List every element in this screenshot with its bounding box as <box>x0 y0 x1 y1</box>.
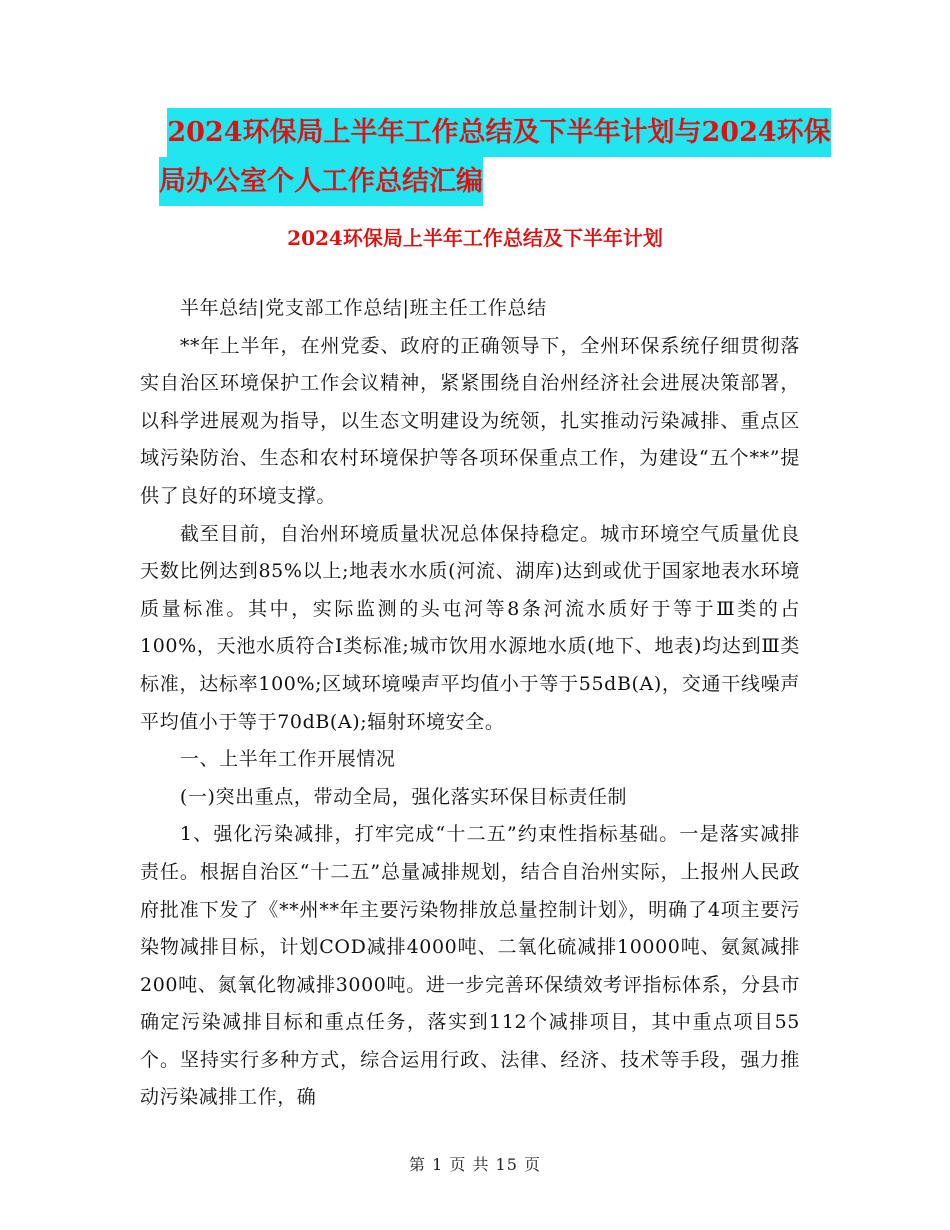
paragraph: 截至目前，自治州环境质量状况总体保持稳定。城市环境空气质量优良天数比例达到85%以上;地表水水质(河流、湖库)达到或优于国家地表水环境质量标准。其中，实际监测的头屯河等8条河流水质好于等于Ⅲ类的占100%，天池水质符合Ⅰ类标准;城市饮用水源地水质(地下、地表)均达到Ⅲ类标准，达标率100%;区域环境噪声平均值小于等于55dB(A)，交通干线噪声平均值小于等于70dB(A);辐射环境安全。 <box>140 522 800 733</box>
document-title-line2: 局办公室个人工作总结汇编 <box>159 157 483 206</box>
section-title: 2024环保局上半年工作总结及下半年计划 <box>287 226 663 250</box>
document-title-line1: 2024环保局上半年工作总结及下半年计划与2024环保 <box>167 108 830 157</box>
paragraph: **年上半年，在州党委、政府的正确领导下，全州环保系统仔细贯彻落实自治区环境保护工作会议精神，紧紧围绕自治州经济社会进展决策部署，以科学进展观为指导，以生态文明建设为统领，扎实推动污染减排、重点区域污染防治、生态和农村环境保护等各项环保重点工作，为建设“五个**”提供了良好的环境支撑。 <box>140 334 800 507</box>
heading-level2: (一)突出重点，带动全局，强化落实环保目标责任制 <box>179 785 628 808</box>
paragraph-tags: 半年总结|党支部工作总结|班主任工作总结 <box>179 297 547 319</box>
document-body <box>140 290 800 1117</box>
heading-level1: 一、上半年工作开展情况 <box>179 748 396 771</box>
paragraph: 1、强化污染减排，打牢完成“十二五”约束性指标基础。一是落实减排责任。根据自治区“十二五”总量减排规划，结合自治州实际，上报州人民政府批准下发了《**州**年主要污染物排放总量控制计划》，明确了4项主要污染物减排目标，计划COD减排4000吨、二氧化硫减排10000吨、氨氮减排200吨、氮氧化物减排3000吨。进一步完善环保绩效考评指标体系，分县市确定污染减排目标和重点任务，落实到112个减排项目，其中重点项目55个。坚持实行多种方式，综合运用行政、法律、经济、技术等手段，强力推动污染减排工作，确 <box>140 823 800 1109</box>
page-number-footer: 第 1 页 共 15 页 <box>409 1155 541 1174</box>
document-title <box>0 108 950 206</box>
